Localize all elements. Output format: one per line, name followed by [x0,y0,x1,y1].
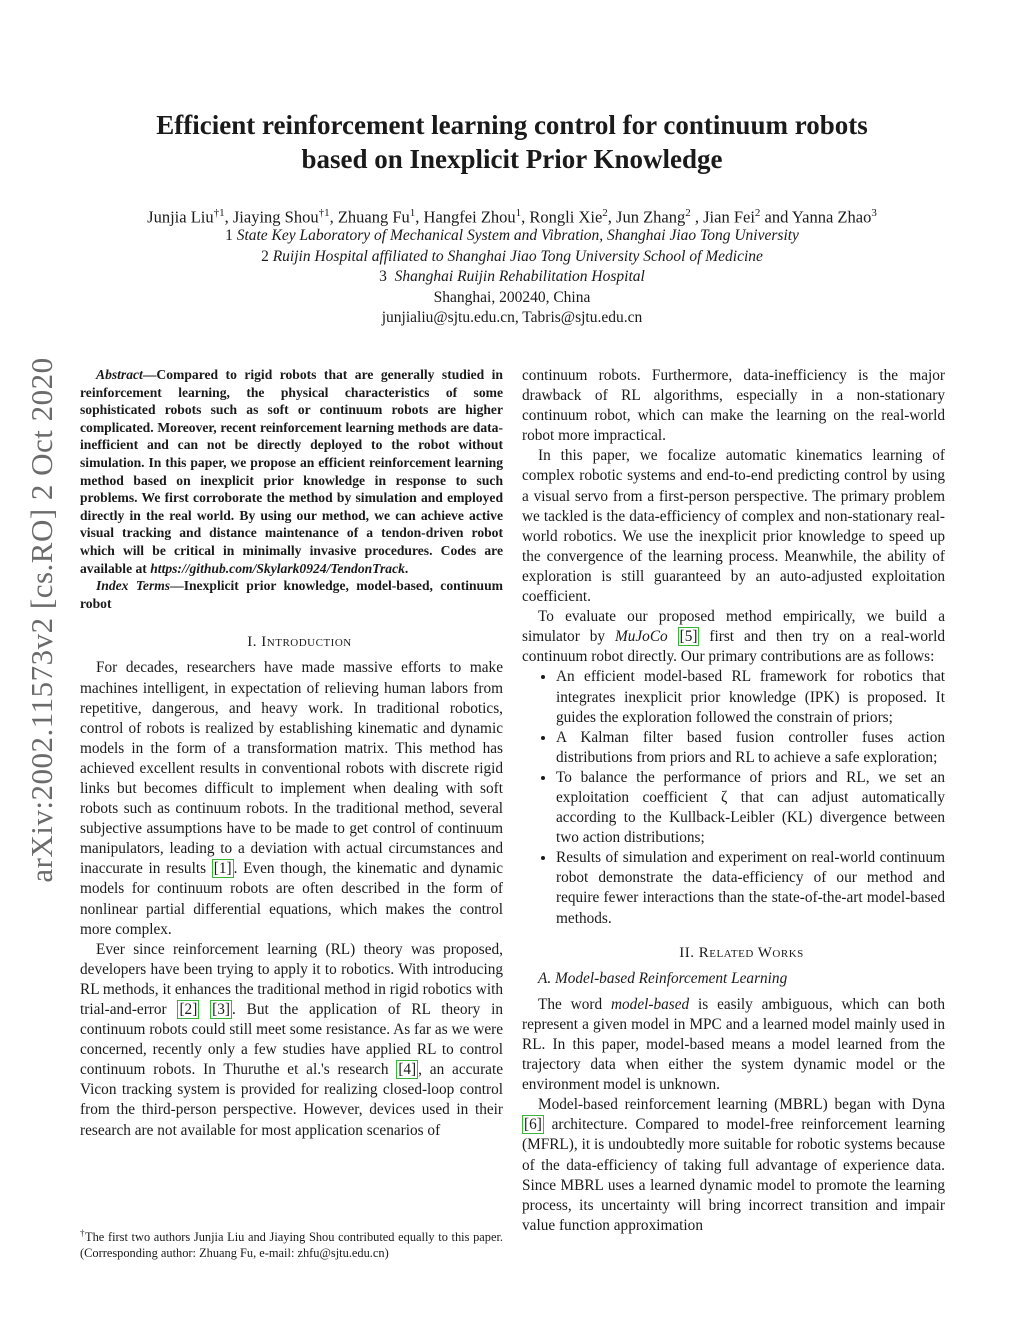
text-run: For decades, researchers have made massive efforts to make machines intelligent, in expectation of relieving human labors from repetitive, dangerous, and heavy work. In traditional robotics, control of robots is realized by establishing kinematic and dynamic models in the form of a transformation matrix. This method has achieved excellent results in conventional robots with discrete rigid links but becomes difficult to implement when dealing with soft robots such as continuum robots. In the traditional method, several subjective assumptions have to be made to get control of continuum manipulators, leading to a deviation with actual circumstances and inaccurate in results [80,659,503,878]
text-run: first and then try on a real-world continuum robot directly. Our primary contributions are as follows: [522,628,945,666]
index-terms-text: —Inexplicit prior knowledge, model-based, continuum robot [80,578,503,611]
citation-link[interactable]: [2] [179,1001,198,1018]
section-number: I. [247,634,262,651]
section-heading-introduction [80,632,503,652]
citation-link[interactable]: [3] [212,1001,230,1018]
emphasis: model-based [610,995,690,1013]
index-terms [80,577,503,612]
footnote-mark: † [80,1228,86,1238]
list-item: • A Kalman filter based fusion controller fuses action distributions from priors and RL to achieve a safe exploration; [556,728,945,768]
text-run: , an accurate Vicon tracking system is provided for realizing closed-loop control from the third-person perspective. However, devices used in their research are not available for most application scenarios of [80,1061,503,1139]
paragraph [522,1095,945,1236]
paragraph [522,995,945,1095]
author-mark: †1 [213,207,225,219]
author-mark: 2 [754,207,761,219]
affiliation-1 [60,226,964,247]
abstract-text: —Compared to rigid robots that are generally studied in reinforcement learning, the physical characteristics of some sophisticated robots such as soft or continuum robots are higher complicated. Moreover, recent reinforcement learning methods are data-inefficient and can not be directly deployed to the robot without simulation. In this paper, we propose an efficient reinforcement learning method based on inexplicit prior knowledge in response to such problems. We first corroborate the method by simulation and employed directly in the real world. By using our method, we can achieve active visual tracking and distance maintenance of a tendon-driven robot which will be critical in minimally invasive procedures. Codes are available at [80,367,503,576]
author: Junjia Liu [147,207,214,227]
author-mark: 1 [515,207,522,219]
author-mark: 1 [409,207,416,219]
section-heading-related-works [522,943,945,963]
intro-paragraph-2 [80,940,503,1141]
contribution-list [522,667,945,928]
paragraph: continuum robots. Furthermore, data-inefficiency is the major drawback of RL algorithms, especially in a non-stationary continuum robot, which can make the learning on the real-world robot more impractical. [522,367,945,445]
intro-paragraph-1 [80,658,503,939]
abstract-label: Abstract [96,367,143,382]
abstract [80,366,503,577]
code-url-link[interactable]: https://github.com/Skylark0924/TendonTrack [150,560,405,576]
left-column [80,366,503,1141]
text-run: architecture. Compared to model-free reinforcement learning (MFRL), it is undoubtedly more suitable for robotic systems because of the data-efficiency of taking full advantage of experience data. Since MBRL uses a learned dynamic model to promote the learning process, its uncertainty will bring incorrect transition and impair value function approximation [522,1116,945,1234]
index-terms-label: Index Terms [96,578,171,594]
author-mark: 2 [685,207,691,219]
right-column [522,366,945,1236]
author-mark: 3 [871,207,877,219]
list-item: • To balance the performance of priors and RL, we set an exploitation coefficient ζ that can adjust automatically according to the Kullback-Leibler (KL) divergence between two action distributions; [556,768,945,848]
mujoco-term: MuJoCo [614,628,668,646]
affiliation-text: Ruijin Hospital affiliated to Shanghai Jiao Tong University School of Medicine [272,247,763,265]
paper-title [110,108,914,176]
affiliation-city: Shanghai, 200240, China [433,288,591,306]
list-item: • An efficient model-based RL framework for robotics that integrates inexplicit prior knowledge (IPK) is proposed. It guides the exploration followed the constrain of priors; [556,667,945,727]
paragraph [522,607,945,667]
text-run: Ever since reinforcement learning (RL) theory was proposed, developers have been trying to apply it to robotics. With introducing RL methods, it enhances the traditional method in rigid robotics with trial-and-error [80,940,503,1018]
affiliation-text: State Key Laboratory of Mechanical System and Vibration, Shanghai Jiao Tong University [236,227,799,244]
affiliation-3 [60,267,964,288]
section-title: Related Works [698,944,804,961]
abstract-end: . [404,560,409,576]
text-run: is easily ambiguous, which can both represent a given model in MPC and a learned model mainly used in RL. In this paper, model-based means a model learned from the trajectory data when either the system dynamic model or the environment model is unknown. [522,995,946,1094]
author: Yanna Zhao [791,207,872,227]
section-title: Introduction [261,634,352,651]
subsection-heading: A. Model-based Reinforcement Learning [538,969,788,987]
list-item: • Results of simulation and experiment on real-world continuum robot demonstrate the data-efficiency of our method and require fewer interactions than the state-of-the-art model-based methods. [556,848,945,928]
footnote-text: The first two authors Junjia Liu and Jiaying Shou contributed equally to this paper. (Corresponding author: Zhuang Fu, e-mail: zhfu@sjtu.edu.cn) [80,1230,503,1261]
author: Hangfei Zhou [423,207,516,227]
affiliation-text: Shanghai Ruijin Rehabilitation Hospital [394,268,645,285]
affiliation-2 [60,247,964,268]
affiliation-number: 1 [225,227,233,244]
footnote [80,1225,503,1261]
citation-link[interactable]: [6] [524,1116,542,1134]
author-list: Junjia Liu$^{\dagger 1}$, Jiaying Shou$^{\dagger 1}$, Zhuang Fu$^1$, Hangfei Zhou$^1$, Rongli Xie$^2$, Jun Zhang$^2$ , Jian Fei$^2$ and Yanna Zhao$^3$ [147,207,877,227]
author: Jian Fei [703,207,755,227]
author: Rongli Xie [529,207,603,227]
text-run: . But the application of RL theory in continuum robots could still meet some resistance. As far as we were concerned, recently only a few studies have applied RL to control continuum robots. In Thuruthe et al.'s research [80,1001,504,1079]
citation-link[interactable]: [1] [213,860,232,878]
author-emails: junjialiu@sjtu.edu.cn, Tabris@sjtu.edu.cn [381,309,643,326]
affiliation-number: 3 [379,268,387,285]
author: Jun Zhang [616,207,686,227]
text-run: The word [538,995,611,1013]
text-run: To evaluate our proposed method empirically, we build a simulator by [522,608,945,646]
paragraph: In this paper, we focalize automatic kinematics learning of complex robotic systems and end-to-end predicting control by using a visual servo from a first-person perspective. The primary problem we tackled is the data-efficiency of complex and non-stationary real-world robotics. We use the inexplicit prior knowledge to speed up the convergence of the learning process. Meanwhile, the ability of exploration is still guaranteed by an auto-adjusted exploitation coefficient. [522,447,945,606]
affiliation-number: 2 [261,247,269,265]
text-run: Model-based reinforcement learning (MBRL) began with Dyna [538,1096,945,1114]
author: Zhuang Fu [337,207,410,227]
affiliations [60,226,964,329]
title-line-2: based on Inexplicit Prior Knowledge [301,144,723,174]
text-run: . Even though, the kinematic and dynamic models for continuum robots are often described in the form of nonlinear partial differential equations, which makes the control more complex. [80,860,504,938]
citation-link[interactable]: [4] [398,1061,417,1079]
section-number: II. [679,944,699,961]
author-mark: 2 [602,207,608,219]
author-mark: †1 [318,207,330,219]
title-line-1: Efficient reinforcement learning control for continuum robots [156,110,868,140]
author: Jiaying Shou [232,207,319,227]
arxiv-identifier: arXiv:2002.11573v2 [cs.RO] 2 Oct 2020 [24,357,59,883]
citation-link[interactable]: [5] [679,628,698,646]
